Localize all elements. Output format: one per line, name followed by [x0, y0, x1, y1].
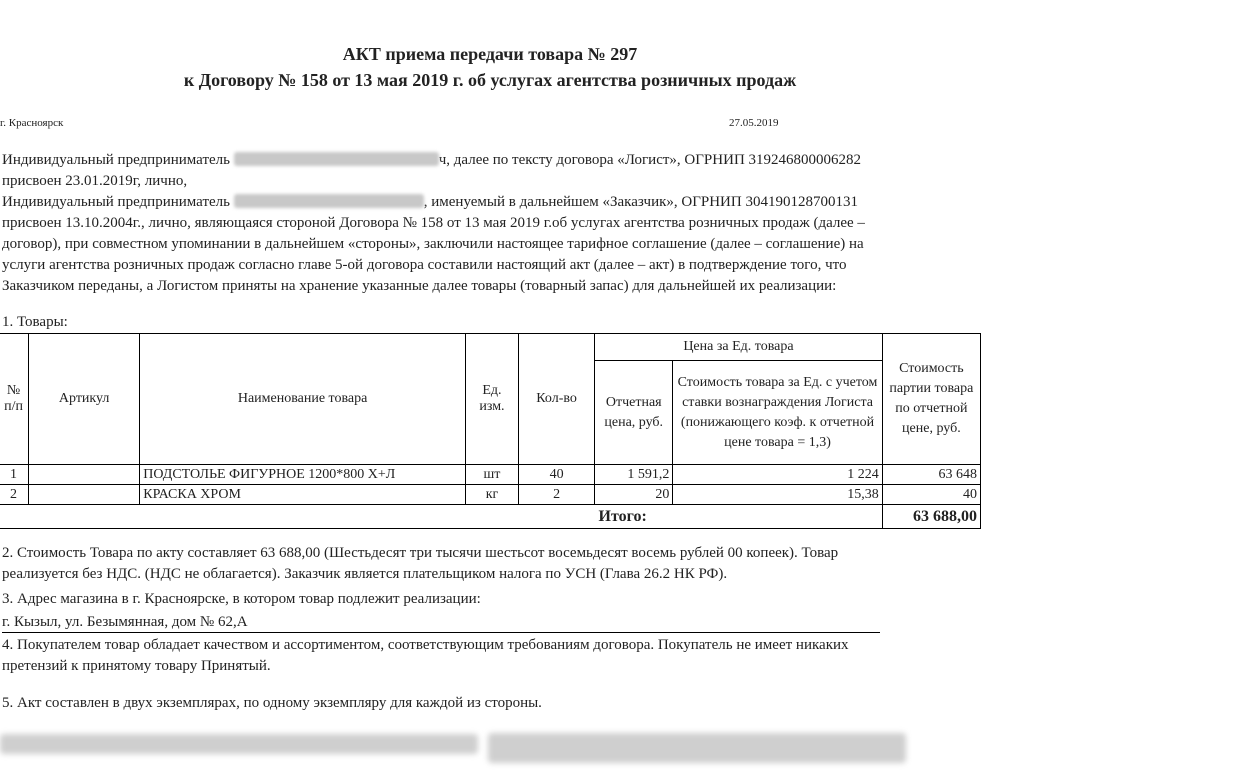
redacted-name [234, 152, 439, 166]
cell-price-report: 20 [595, 485, 673, 505]
intro-line: услуги агентства розничных продаж согласно главе 5-ой договора составили настоящий акт (далее – акт) в подтверждение того, что [2, 257, 847, 273]
intro-line: Заказчиком переданы, а Логистом приняты на хранение указанные далее товары (товарный запас) для дальнейшей их реализации: [2, 278, 837, 294]
intro-text: Индивидуальный предприниматель [2, 194, 230, 210]
intro-line [2, 150, 987, 171]
header-total: Стоимость партии товара по отчетной цене, руб. [882, 334, 980, 465]
cell-unit: шт [465, 465, 518, 485]
header-name: Наименование товара [140, 334, 466, 465]
cell-price-fee: 15,38 [673, 485, 882, 505]
section-goods-title: 1. Товары: [2, 314, 68, 330]
intro-line: присвоен 13.10.2004г., лично, являющаяся стороной Договора № 158 от 13 мая 2019 г.об услугах агентства розничных продаж (далее – [2, 215, 865, 231]
cell-total: 63 648 [882, 465, 980, 485]
paragraph-4 [2, 635, 987, 677]
cell-num: 2 [0, 485, 29, 505]
goods-table [0, 333, 981, 529]
table-row [0, 485, 981, 505]
intro-line: договор), при совместном упоминании в дальнейшем «стороны», заключили настоящее тарифное соглашение (далее – соглашение) на [2, 236, 864, 252]
act-subtitle: к Договору № 158 от 13 мая 2019 г. об услугах агентства розничных продаж [183, 70, 797, 90]
header-price-fee: Стоимость товара за Ед. с учетом ставки вознаграждения Логиста (понижающего коэф. к отчетной цене товара = 1,3) [673, 361, 882, 465]
cell-name: ПОДСТОЛЬЕ ФИГУРНОЕ 1200*800 Х+Л [140, 465, 466, 485]
intro-line [2, 192, 987, 213]
intro-text: ч, далее по тексту договора «Логист», ОГРНИП 319246800006282 [438, 152, 862, 168]
header-num: № п/п [0, 334, 29, 465]
cell-num: 1 [0, 465, 29, 485]
table-row [0, 465, 981, 485]
act-date: 27.05.2019 [729, 117, 779, 129]
redacted-name [234, 194, 424, 208]
header-price-report: Отчетная цена, руб. [595, 361, 673, 465]
intro-text: , именуемый в дальнейшем «Заказчик», ОГРНИП 304190128700131 [423, 194, 858, 210]
header-price-group: Цена за Ед. товара [595, 334, 883, 361]
paragraph-3: 3. Адрес магазина в г. Красноярске, в котором товар подлежит реализации: [2, 591, 481, 607]
paragraph-line: претензий к принятому товару Принятый. [2, 658, 271, 674]
total-row [0, 505, 981, 529]
cell-total: 40 [882, 485, 980, 505]
cell-qty: 40 [519, 465, 595, 485]
intro-text: Индивидуальный предприниматель [2, 152, 230, 168]
cell-price-fee: 1 224 [673, 465, 882, 485]
act-title: АКТ приема передачи товара № 297 [342, 44, 638, 64]
cell-price-report: 1 591,2 [595, 465, 673, 485]
paragraph-5: 5. Акт составлен в двух экземплярах, по одному экземпляру для каждой из стороны. [2, 695, 542, 711]
store-address: г. Кызыл, ул. Безымянная, дом № 62,А [2, 614, 248, 630]
cell-unit: кг [465, 485, 518, 505]
cell-name: КРАСКА ХРОМ [140, 485, 466, 505]
total-label: Итого: [0, 505, 882, 529]
city: г. Красноярск [0, 117, 64, 129]
paragraph-line: 4. Покупателем товар обладает качеством и ассортиментом, соответствующим требованиям договора. Покупатель не имеет никаких [2, 637, 849, 653]
cell-article [29, 465, 140, 485]
redacted-signature-right [488, 733, 906, 763]
paragraph-2 [2, 543, 987, 585]
intro-paragraph [2, 150, 987, 297]
cell-article [29, 485, 140, 505]
paragraph-line: 2. Стоимость Товара по акту составляет 63 688,00 (Шестьдесят три тысячи шестьсот восемьдесят восемь рублей 00 копеек). Товар [2, 545, 839, 561]
header-unit: Ед. изм. [465, 334, 518, 465]
header-qty: Кол-во [519, 334, 595, 465]
total-value: 63 688,00 [882, 505, 980, 529]
paragraph-line: реализуется без НДС. (НДС не облагается). Заказчик является плательщиком налога по УСН (Глава 26.2 НК РФ). [2, 566, 728, 582]
address-underline [2, 632, 880, 633]
intro-line: присвоен 23.01.2019г, лично, [2, 173, 188, 189]
header-article: Артикул [29, 334, 140, 465]
redacted-signature-left [0, 734, 478, 754]
cell-qty: 2 [519, 485, 595, 505]
